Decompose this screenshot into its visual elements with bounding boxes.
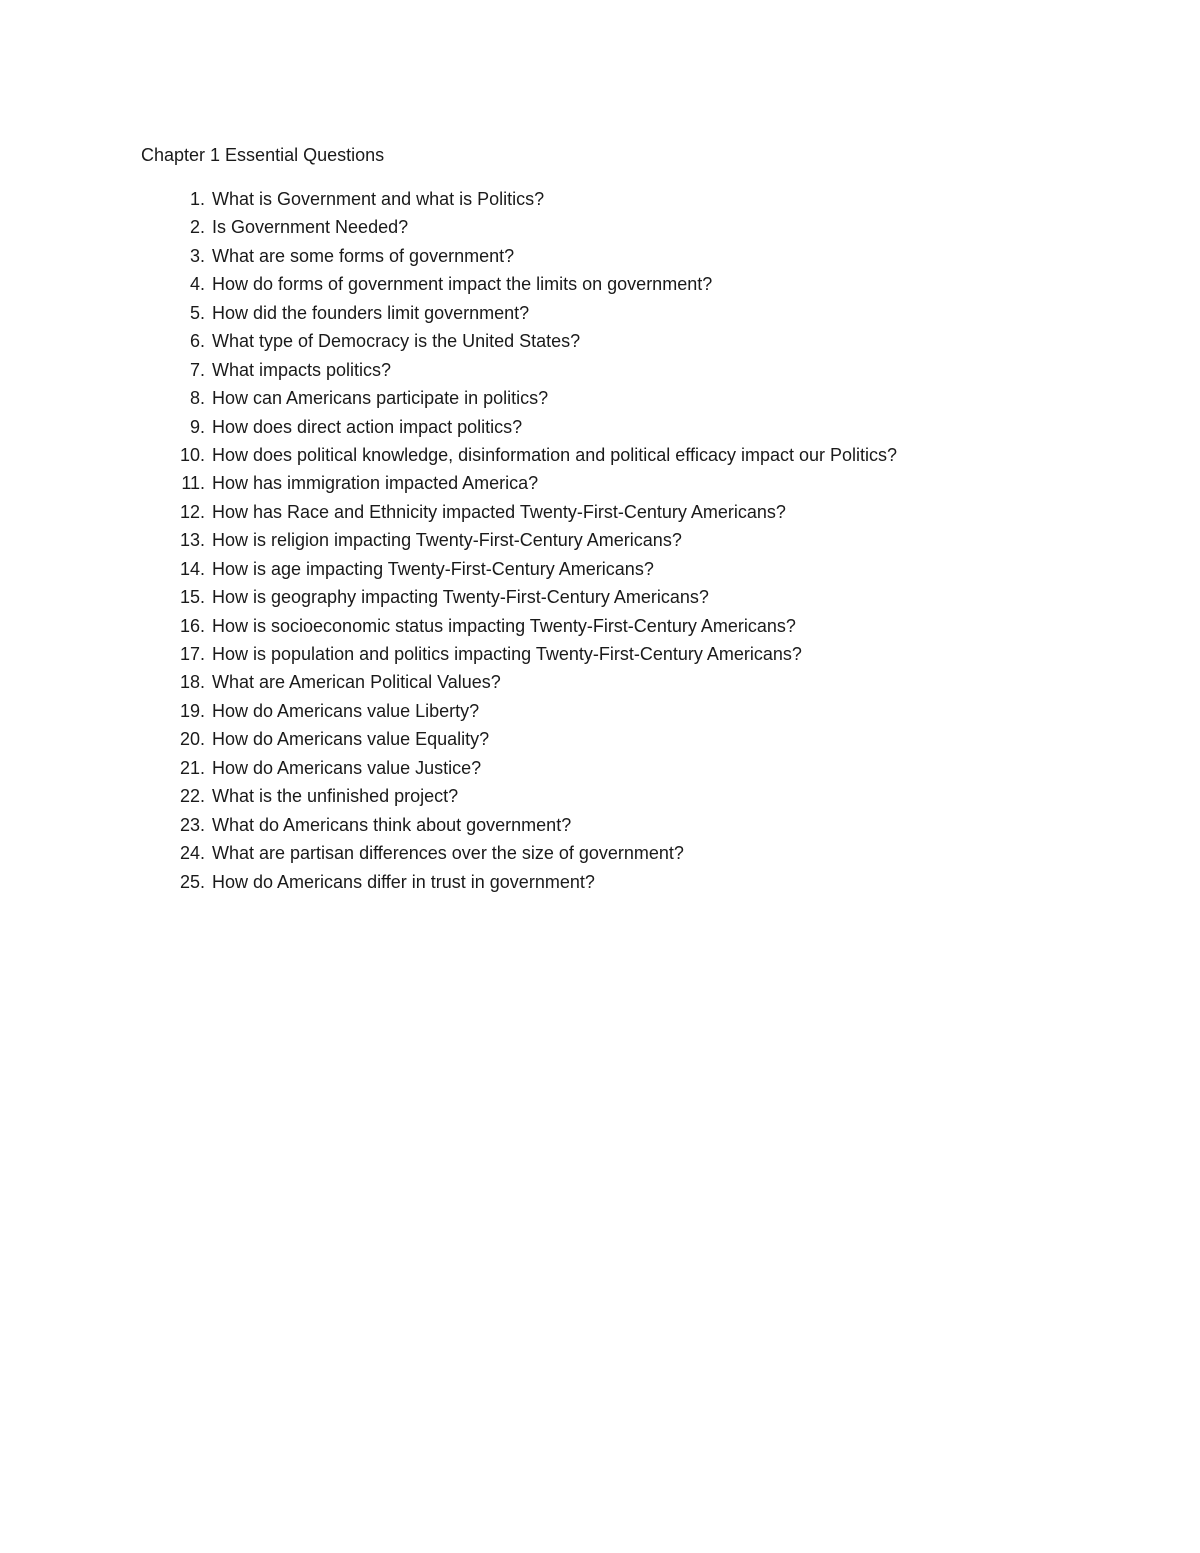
question-number: 4.	[189, 274, 205, 295]
question-text: What is the unfinished project?	[212, 786, 459, 807]
question-text: Is Government Needed?	[212, 217, 409, 238]
question-text: What are some forms of government?	[212, 245, 515, 266]
question-text: How do Americans value Equality?	[212, 729, 490, 750]
question-number: 25.	[179, 871, 205, 892]
question-number: 11.	[181, 473, 205, 494]
question-number: 18.	[179, 672, 205, 693]
question-number: 12.	[179, 501, 205, 522]
question-number: 6.	[189, 331, 205, 352]
question-number: 8.	[189, 388, 205, 409]
question-number: 7.	[189, 359, 205, 380]
question-text: How can Americans participate in politics?	[212, 388, 549, 409]
question-number: 24.	[179, 843, 205, 864]
question-text: How is religion impacting Twenty-First-Century Americans?	[212, 530, 682, 551]
document-title: Chapter 1 Essential Questions	[141, 145, 385, 165]
question-text: How do Americans value Liberty?	[212, 700, 480, 721]
question-number: 10.	[179, 444, 205, 465]
question-text: How do forms of government impact the limits on government?	[212, 274, 713, 295]
question-number: 17.	[179, 644, 205, 664]
question-number: 13.	[179, 530, 205, 551]
question-text: How did the founders limit government?	[212, 302, 530, 323]
question-number: 19.	[179, 700, 205, 721]
question-text: How is population and politics impacting Twenty-First-Century Americans?	[212, 644, 802, 664]
question-number: 2.	[189, 217, 205, 238]
question-text: How has immigration impacted America?	[212, 473, 539, 494]
question-number: 23.	[179, 814, 205, 835]
question-text: How is socioeconomic status impacting Twenty-First-Century Americans?	[212, 615, 796, 636]
question-text: How has Race and Ethnicity impacted Twenty-First-Century Americans?	[212, 501, 786, 522]
question-text: How is geography impacting Twenty-First-Century Americans?	[212, 587, 709, 608]
question-number: 1.	[189, 189, 205, 209]
question-number: 16.	[179, 615, 205, 636]
question-number: 3.	[189, 245, 205, 266]
question-number: 21.	[179, 757, 205, 778]
question-number: 14.	[179, 558, 205, 579]
question-text: What is Government and what is Politics?	[212, 189, 545, 209]
question-text: What are partisan differences over the size of government?	[212, 843, 684, 864]
question-text: How do Americans value Justice?	[212, 757, 482, 778]
question-text: How do Americans differ in trust in government?	[212, 871, 595, 892]
question-text: How is age impacting Twenty-First-Century Americans?	[212, 558, 654, 579]
question-text: What type of Democracy is the United States?	[212, 331, 581, 352]
question-number: 5.	[189, 302, 205, 323]
question-text: What impacts politics?	[212, 359, 392, 380]
question-text: How does political knowledge, disinformation and political efficacy impact our Politics?	[212, 444, 898, 465]
question-number: 15.	[179, 587, 205, 608]
question-number: 20.	[179, 729, 205, 750]
question-text: What are American Political Values?	[212, 672, 501, 693]
question-text: How does direct action impact politics?	[212, 416, 523, 437]
question-number: 9.	[189, 416, 205, 437]
question-number: 22.	[179, 786, 205, 807]
question-text: What do Americans think about government?	[212, 814, 572, 835]
